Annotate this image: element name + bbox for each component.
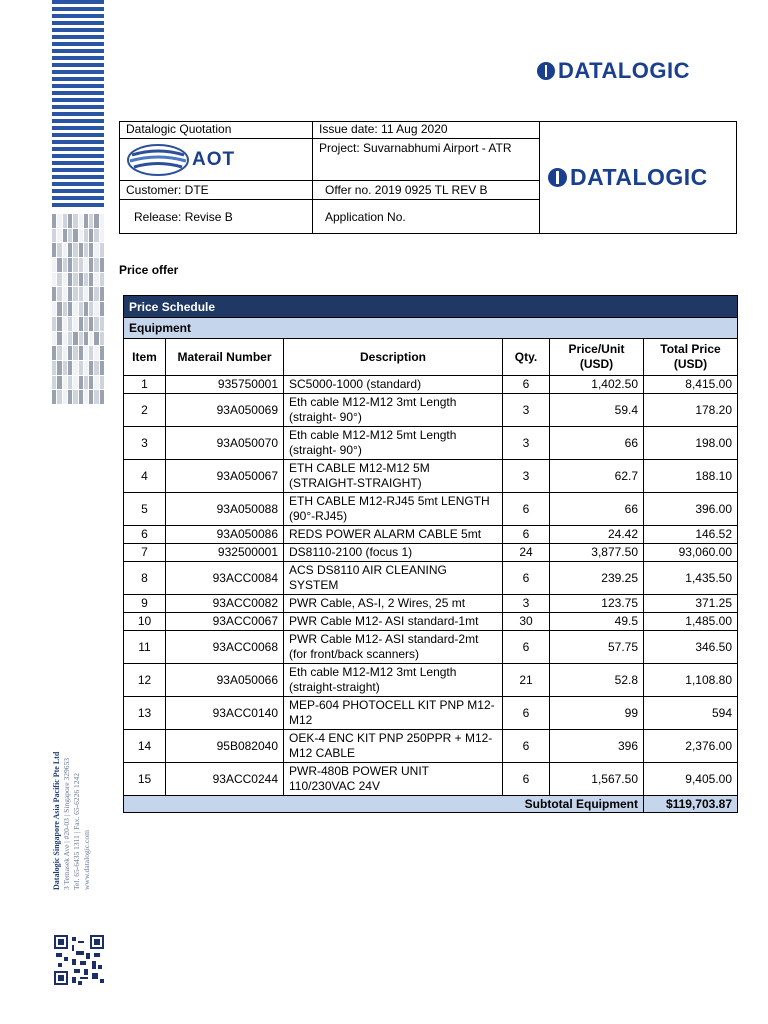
description-line: Eth cable M12-M12 3mt Length: [289, 395, 457, 409]
table-row: [124, 394, 738, 427]
table-row: [124, 376, 738, 394]
quantity: 24: [503, 544, 550, 562]
datalogic-logo-text: DATALOGIC: [558, 58, 690, 83]
item-number: 14: [124, 730, 166, 763]
description-line: PWR Cable M12- ASI standard-2mt: [289, 632, 479, 646]
description-line: SC5000-1000 (standard): [289, 377, 422, 391]
aot-logo-text: AOT: [192, 149, 236, 170]
total-price: 198.00: [644, 427, 738, 460]
subtotal-label: Subtotal Equipment: [124, 796, 644, 813]
price-unit: 66: [550, 493, 644, 526]
decorative-stripes: [52, 0, 104, 210]
material-number: 932500001: [166, 544, 284, 562]
total-price: 8,415.00: [644, 376, 738, 394]
description-line: OEK-4 ENC KIT PNP 250PPR + M12-: [289, 731, 493, 745]
item-number: 9: [124, 595, 166, 613]
total-price: 1,435.50: [644, 562, 738, 595]
price-unit: 396: [550, 730, 644, 763]
total-price: 371.25: [644, 595, 738, 613]
quantity: 3: [503, 595, 550, 613]
description-line: (straight- 90°): [289, 443, 362, 457]
price-unit-currency: (USD): [579, 357, 614, 371]
material-number: 93ACC0140: [166, 697, 284, 730]
total-price: 1,108.80: [644, 664, 738, 697]
table-row: [124, 613, 738, 631]
price-unit: 24.42: [550, 526, 644, 544]
quantity: 3: [503, 394, 550, 427]
aot-logo: [126, 143, 306, 177]
qr-code-icon: [54, 935, 104, 985]
description-line: MEP-604 PHOTOCELL KIT PNP M12-: [289, 698, 495, 712]
company-website: www.datalogic.com: [82, 830, 91, 890]
price-unit: 3,877.50: [550, 544, 644, 562]
table-row: [124, 544, 738, 562]
description-line: PWR Cable, AS-I, 2 Wires, 25 mt: [289, 596, 466, 610]
quantity: 3: [503, 427, 550, 460]
column-header-item: Item: [124, 339, 166, 376]
item-number: 11: [124, 631, 166, 664]
material-number: 93ACC0082: [166, 595, 284, 613]
material-number: 93A050066: [166, 664, 284, 697]
total-price: 146.52: [644, 526, 738, 544]
quantity: 6: [503, 697, 550, 730]
material-number: 93A050070: [166, 427, 284, 460]
item-number: 3: [124, 427, 166, 460]
application-number: Application No.: [313, 200, 540, 234]
quantity: 6: [503, 631, 550, 664]
description: [284, 427, 503, 460]
material-number: 93A050088: [166, 493, 284, 526]
section-title: Price offer: [119, 263, 179, 277]
table-row: [124, 763, 738, 796]
description: [284, 595, 503, 613]
total-price-currency: (USD): [673, 357, 708, 371]
total-price: 1,485.00: [644, 613, 738, 631]
description-line: DS8110-2100 (focus 1): [289, 545, 413, 559]
client-logo-cell: [120, 139, 313, 181]
material-number: 93ACC0068: [166, 631, 284, 664]
description-line: PWR Cable M12- ASI standard-1mt: [289, 614, 479, 628]
description-line: ETH CABLE M12-RJ45 5mt LENGTH: [289, 494, 490, 508]
table-row: [124, 730, 738, 763]
total-price: 2,376.00: [644, 730, 738, 763]
material-number: 95B082040: [166, 730, 284, 763]
item-number: 6: [124, 526, 166, 544]
datalogic-logo-secondary: [548, 164, 708, 191]
quantity: 30: [503, 613, 550, 631]
item-number: 1: [124, 376, 166, 394]
item-number: 13: [124, 697, 166, 730]
aot-logo-icon: [126, 143, 190, 177]
total-price: 188.10: [644, 460, 738, 493]
description: [284, 460, 503, 493]
table-row: [124, 664, 738, 697]
material-number: 93ACC0244: [166, 763, 284, 796]
price-unit: 57.75: [550, 631, 644, 664]
quantity: 3: [503, 460, 550, 493]
quotation-label: Datalogic Quotation: [120, 122, 313, 139]
description-line: Eth cable M12-M12 5mt Length: [289, 428, 457, 442]
description: [284, 697, 503, 730]
description-line: Eth cable M12-M12 3mt Length: [289, 665, 457, 679]
description-line: M12: [289, 713, 313, 727]
description: [284, 763, 503, 796]
schedule-title: Price Schedule: [124, 296, 738, 318]
company-address-vertical: [52, 730, 102, 890]
description-line: ETH CABLE M12-M12 5M: [289, 461, 430, 475]
subtotal-value: $119,703.87: [644, 796, 738, 813]
quantity: 6: [503, 763, 550, 796]
quantity: 6: [503, 730, 550, 763]
offer-number: Offer no. 2019 0925 TL REV B: [313, 181, 540, 200]
column-header-qty: Qty.: [503, 339, 550, 376]
description-line: PWR-480B POWER UNIT: [289, 764, 430, 778]
project-name: Project: Suvarnabhumi Airport - ATR: [313, 139, 540, 181]
price-unit: 239.25: [550, 562, 644, 595]
material-number: 93A050067: [166, 460, 284, 493]
release-info: Release: Revise B: [120, 200, 313, 234]
schedule-subtitle: Equipment: [124, 318, 738, 339]
description: [284, 526, 503, 544]
price-unit: 1,567.50: [550, 763, 644, 796]
price-unit: 49.5: [550, 613, 644, 631]
datalogic-logo-icon: [537, 62, 555, 80]
price-unit: 52.8: [550, 664, 644, 697]
quantity: 21: [503, 664, 550, 697]
description-line: 110/230VAC 24V: [289, 779, 380, 793]
material-number: 93ACC0084: [166, 562, 284, 595]
company-name: Datalogic Singapore Asia Pacific Pte Ltd: [52, 751, 61, 890]
description-line: REDS POWER ALARM CABLE 5mt: [289, 527, 482, 541]
material-number: 93ACC0067: [166, 613, 284, 631]
total-price: 9,405.00: [644, 763, 738, 796]
price-unit: 123.75: [550, 595, 644, 613]
table-row: [124, 697, 738, 730]
description: [284, 613, 503, 631]
description-line: M12 CABLE: [289, 746, 356, 760]
description-line: (straight-straight): [289, 680, 380, 694]
table-row: [124, 493, 738, 526]
item-number: 4: [124, 460, 166, 493]
customer-name: Customer: DTE: [120, 181, 313, 200]
item-number: 5: [124, 493, 166, 526]
datalogic-logo-text: DATALOGIC: [570, 164, 708, 190]
table-row: [124, 595, 738, 613]
material-number: 935750001: [166, 376, 284, 394]
table-row: [124, 460, 738, 493]
price-unit: 59.4: [550, 394, 644, 427]
total-price: 594: [644, 697, 738, 730]
item-number: 15: [124, 763, 166, 796]
table-row: [124, 427, 738, 460]
price-unit: 99: [550, 697, 644, 730]
item-number: 12: [124, 664, 166, 697]
table-row: [124, 631, 738, 664]
total-price: 178.20: [644, 394, 738, 427]
column-header-description: Description: [284, 339, 503, 376]
column-header-total-price: [644, 339, 738, 376]
total-price: 346.50: [644, 631, 738, 664]
description: [284, 376, 503, 394]
price-schedule-table: [123, 295, 738, 813]
description: [284, 631, 503, 664]
description-line: (straight- 90°): [289, 410, 362, 424]
quantity: 6: [503, 493, 550, 526]
datalogic-logo: [537, 58, 690, 84]
total-price-label: Total Price: [660, 342, 721, 356]
decorative-mosaic: [52, 214, 104, 404]
quantity: 6: [503, 526, 550, 544]
table-row: [124, 526, 738, 544]
description: [284, 730, 503, 763]
table-row: [124, 562, 738, 595]
description-line: (for front/back scanners): [289, 647, 420, 661]
description: [284, 493, 503, 526]
item-number: 7: [124, 544, 166, 562]
price-unit: 62.7: [550, 460, 644, 493]
description-line: ACS DS8110 AIR CLEANING SYSTEM: [289, 563, 447, 592]
item-number: 10: [124, 613, 166, 631]
price-unit: 1,402.50: [550, 376, 644, 394]
description: [284, 664, 503, 697]
description: [284, 394, 503, 427]
company-phone: Tel. 65-6435 1311 | Fax. 65-6226 1242: [72, 773, 81, 890]
price-unit-label: Price/Unit: [568, 342, 625, 356]
quantity: 6: [503, 562, 550, 595]
price-unit: 66: [550, 427, 644, 460]
item-number: 2: [124, 394, 166, 427]
description-line: (90°-RJ45): [289, 509, 348, 523]
datalogic-logo-icon: [548, 168, 567, 187]
material-number: 93A050069: [166, 394, 284, 427]
item-number: 8: [124, 562, 166, 595]
column-header-price-unit: [550, 339, 644, 376]
quantity: 6: [503, 376, 550, 394]
description: [284, 544, 503, 562]
company-address: 3 Temasek Ave | #20-03 | Singapore 329653: [62, 758, 71, 890]
total-price: 93,060.00: [644, 544, 738, 562]
material-number: 93A050086: [166, 526, 284, 544]
total-price: 396.00: [644, 493, 738, 526]
column-header-material: Materail Number: [166, 339, 284, 376]
description-line: (STRAIGHT-STRAIGHT): [289, 476, 422, 490]
description: [284, 562, 503, 595]
issue-date: Issue date: 11 Aug 2020: [313, 122, 540, 139]
